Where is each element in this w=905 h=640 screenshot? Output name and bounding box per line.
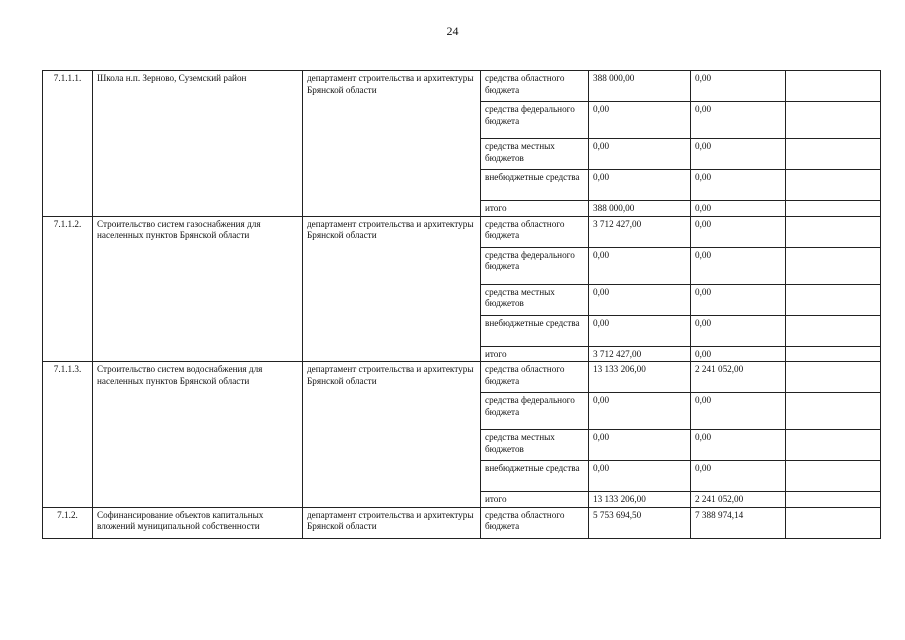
amount-year-1: 3 712 427,00: [589, 346, 691, 362]
empty-cell: [786, 102, 881, 139]
amount-year-1: 0,00: [589, 393, 691, 430]
table-row: [43, 216, 881, 247]
amount-year-2: 2 241 052,00: [691, 492, 786, 508]
empty-cell: [786, 346, 881, 362]
amount-year-1: 388 000,00: [589, 71, 691, 102]
amount-year-2: 2 241 052,00: [691, 362, 786, 393]
funding-source: итого: [481, 201, 589, 217]
amount-year-1: 0,00: [589, 139, 691, 170]
amount-year-1: 5 753 694,50: [589, 507, 691, 538]
funding-source: внебюджетные средства: [481, 315, 589, 346]
amount-year-2: 0,00: [691, 170, 786, 201]
amount-year-1: 0,00: [589, 284, 691, 315]
item-name: Строительство систем газоснабжения для населенных пунктов Брянской области: [93, 216, 303, 362]
funding-source: средства федерального бюджета: [481, 247, 589, 284]
amount-year-2: 0,00: [691, 71, 786, 102]
funding-source: средства местных бюджетов: [481, 430, 589, 461]
amount-year-2: 0,00: [691, 346, 786, 362]
empty-cell: [786, 247, 881, 284]
funding-source: средства областного бюджета: [481, 71, 589, 102]
amount-year-1: 13 133 206,00: [589, 492, 691, 508]
table-row: [43, 507, 881, 538]
amount-year-2: 0,00: [691, 216, 786, 247]
amount-year-2: 0,00: [691, 247, 786, 284]
amount-year-2: 7 388 974,14: [691, 507, 786, 538]
amount-year-1: 0,00: [589, 102, 691, 139]
funding-source: внебюджетные средства: [481, 461, 589, 492]
amount-year-1: 0,00: [589, 170, 691, 201]
item-executor: департамент строительства и архитектуры Брянской области: [303, 71, 481, 217]
amount-year-2: 0,00: [691, 461, 786, 492]
funding-source: внебюджетные средства: [481, 170, 589, 201]
amount-year-1: 0,00: [589, 315, 691, 346]
amount-year-2: 0,00: [691, 201, 786, 217]
funding-source: средства местных бюджетов: [481, 284, 589, 315]
item-name: Школа н.п. Зерново, Суземский район: [93, 71, 303, 217]
empty-cell: [786, 430, 881, 461]
amount-year-2: 0,00: [691, 284, 786, 315]
empty-cell: [786, 170, 881, 201]
empty-cell: [786, 71, 881, 102]
amount-year-1: 0,00: [589, 461, 691, 492]
funding-source: средства федерального бюджета: [481, 102, 589, 139]
funding-source: средства федерального бюджета: [481, 393, 589, 430]
amount-year-1: 388 000,00: [589, 201, 691, 217]
funding-source: средства областного бюджета: [481, 216, 589, 247]
funding-source: средства областного бюджета: [481, 507, 589, 538]
amount-year-1: 0,00: [589, 430, 691, 461]
budget-table: [42, 70, 881, 539]
item-number: 7.1.2.: [43, 507, 93, 538]
empty-cell: [786, 216, 881, 247]
funding-source: итого: [481, 346, 589, 362]
item-executor: департамент строительства и архитектуры Брянской области: [303, 507, 481, 538]
empty-cell: [786, 393, 881, 430]
page-number: 24: [446, 24, 459, 38]
funding-source: средства областного бюджета: [481, 362, 589, 393]
empty-cell: [786, 507, 881, 538]
amount-year-2: 0,00: [691, 430, 786, 461]
item-number: 7.1.1.1.: [43, 71, 93, 217]
empty-cell: [786, 139, 881, 170]
amount-year-2: 0,00: [691, 102, 786, 139]
funding-source: средства местных бюджетов: [481, 139, 589, 170]
empty-cell: [786, 362, 881, 393]
item-executor: департамент строительства и архитектуры Брянской области: [303, 362, 481, 508]
item-number: 7.1.1.2.: [43, 216, 93, 362]
empty-cell: [786, 201, 881, 217]
amount-year-2: 0,00: [691, 139, 786, 170]
amount-year-1: 3 712 427,00: [589, 216, 691, 247]
amount-year-1: 0,00: [589, 247, 691, 284]
amount-year-1: 13 133 206,00: [589, 362, 691, 393]
item-name: Строительство систем водоснабжения для населенных пунктов Брянской области: [93, 362, 303, 508]
item-number: 7.1.1.3.: [43, 362, 93, 508]
empty-cell: [786, 492, 881, 508]
empty-cell: [786, 284, 881, 315]
empty-cell: [786, 315, 881, 346]
item-executor: департамент строительства и архитектуры Брянской области: [303, 216, 481, 362]
amount-year-2: 0,00: [691, 315, 786, 346]
empty-cell: [786, 461, 881, 492]
table-row: [43, 362, 881, 393]
amount-year-2: 0,00: [691, 393, 786, 430]
item-name: Софинансирование объектов капитальных вложений муниципальной собственности: [93, 507, 303, 538]
funding-source: итого: [481, 492, 589, 508]
table-row: [43, 71, 881, 102]
